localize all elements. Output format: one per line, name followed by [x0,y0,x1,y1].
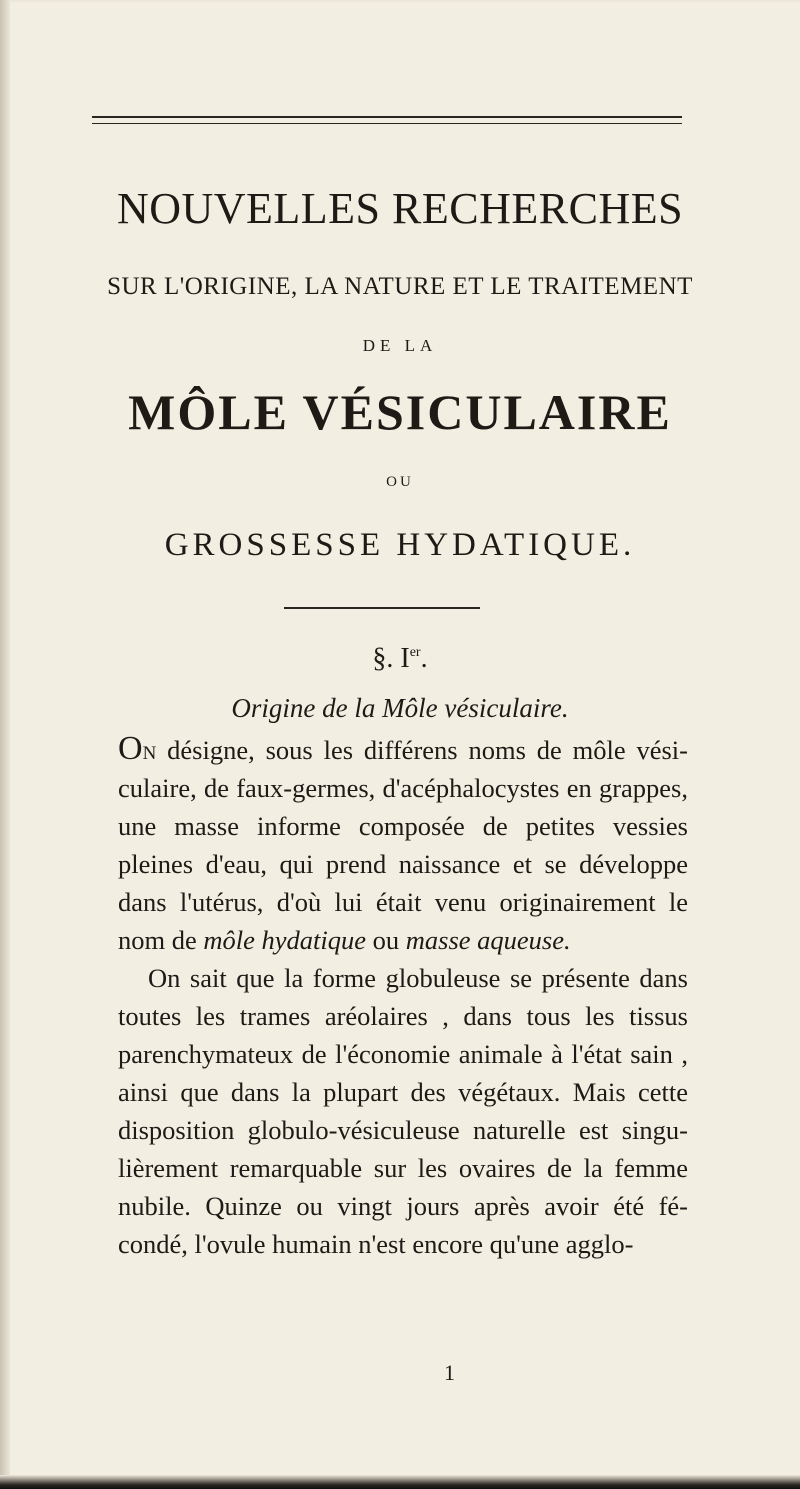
section-period: . [420,643,428,674]
dropcap: O [118,730,143,767]
paragraph-1 [118,730,688,959]
paragraph-1-smallcaps: n [142,735,157,765]
paragraph-1-text-a: désigne, sous les différens noms de môle vési-culaire, de faux-germes, d'acéphalocystes en grappes, une masse informe composée de petites vessies pleines d'eau, qui prend naissance et se développe dans l'utérus, d'où lui était venu originairement le nom de [118,735,688,955]
paragraph-2: On sait que la forme globuleuse se présente dans toutes les trames aréolaires , dans tous les tissus parenchymateux de l'économie animale à l'état sain , ainsi que dans la plupart des végétaux. Mais cette disposition globulo-vésiculeuse naturelle est singu-lièrement remarquable sur les ovaires de la femme nubile. Quinze ou vingt jours après avoir été fé-condé, l'ovule humain n'est encore qu'une agglo- [118,963,688,1259]
section-sup: er [409,645,421,660]
title-line-3: DE LA [362,336,438,355]
section-label: §. I [372,643,410,674]
paragraph-1-italic-1: môle hydatique [203,925,367,955]
paragraph-1-italic-2: masse aqueuse. [405,925,571,955]
body-text [118,730,688,1263]
top-double-rule [92,116,682,124]
section-heading [0,643,800,675]
paragraph-1-text-b: ou [366,925,406,955]
page-signature: 1 [444,1360,455,1385]
page-bottom-edge [0,1475,800,1489]
title-line-4: MÔLE VÉSICULAIRE [128,384,672,440]
section-subtitle: Origine de la Môle vésiculaire. [231,693,569,723]
title-line-5: OU [386,474,414,490]
title-line-2: SUR L'ORIGINE, LA NATURE ET LE TRAITEMENT [107,273,693,300]
section-divider [284,607,480,609]
title-line-1: NOUVELLES RECHERCHES [116,184,684,233]
title-line-6: GROSSESSE HYDATIQUE. [164,527,636,563]
